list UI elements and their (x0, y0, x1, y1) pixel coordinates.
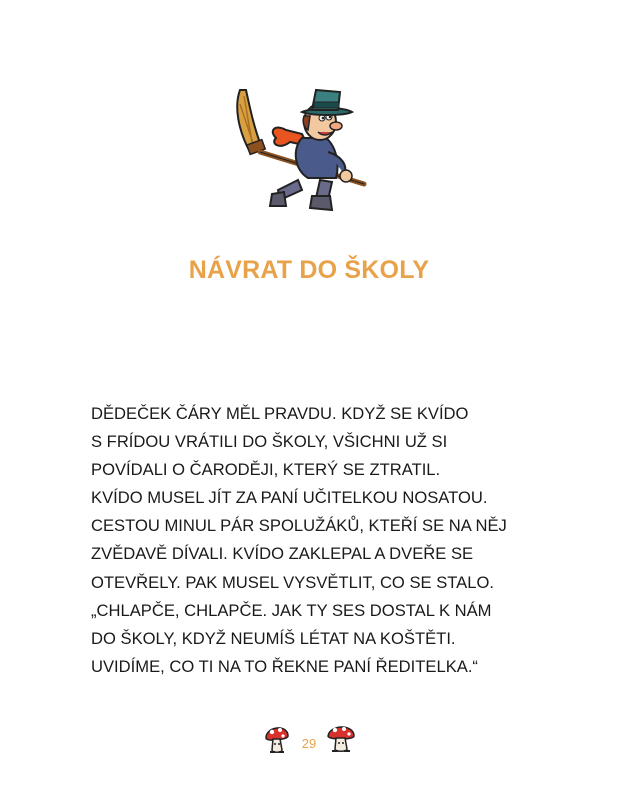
wizard-on-broom-icon (232, 86, 382, 218)
story-line: POVÍDALI O ČARODĚJI, KTERÝ SE ZTRATIL. (91, 460, 441, 480)
story-line: ZVĚDAVĚ DÍVALI. KVÍDO ZAKLEPAL A DVEŘE SE (91, 544, 474, 564)
story-line: DO ŠKOLY, KDYŽ NEUMÍŠ LÉTAT NA KOŠTĚTI. (91, 628, 456, 648)
story-line: CESTOU MINUL PÁR SPOLUŽÁKŮ, KTEŘÍ SE NA NĚJ (91, 516, 507, 536)
story-line: OTEVŘELY. PAK MUSEL VYSVĚTLIT, CO SE STALO. (91, 572, 494, 592)
story-line: KVÍDO MUSEL JÍT ZA PANÍ UČITELKOU NOSATOU. (91, 488, 488, 508)
story-line: S FRÍDOU VRÁTILI DO ŠKOLY, VŠICHNI UŽ SI (91, 432, 448, 452)
mushroom-icon (264, 722, 290, 756)
page-number: 29 (301, 736, 317, 751)
page-title: NÁVRAT DO ŠKOLY (188, 256, 430, 284)
story-line: „CHLAPČE, CHLAPČE. JAK TY SES DOSTAL K NÁM (91, 600, 492, 620)
mushroom-icon (326, 722, 356, 756)
story-text (91, 400, 561, 681)
page-footer (258, 722, 362, 760)
story-line: DĚDEČEK ČÁRY MĚL PRAVDU. KDYŽ SE KVÍDO (91, 404, 469, 423)
story-line: UVIDÍME, CO TI NA TO ŘEKNE PANÍ ŘEDITELKA.“ (91, 656, 478, 676)
